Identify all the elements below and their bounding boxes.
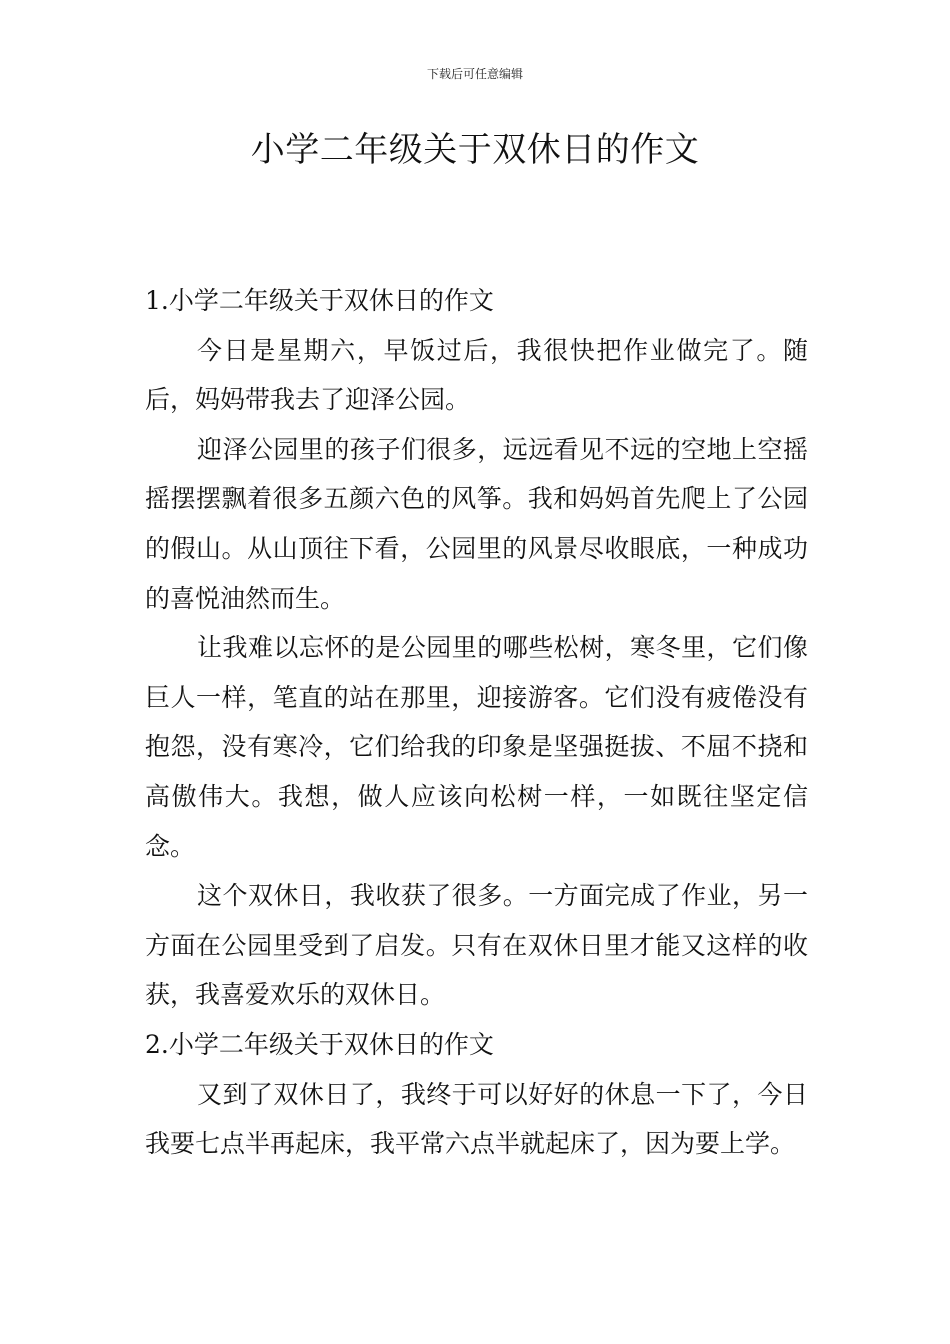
paragraph: 又到了双休日了，我终于可以好好的休息一下了，今日我要七点半再起床，我平常六点半就起床了，因为要上学。 [145,1079,808,1159]
paragraph: 迎泽公园里的孩子们很多，远远看见不远的空地上空摇摇摆摆飘着很多五颜六色的风筝。我和妈妈首先爬上了公园的假山。从山顶往下看，公园里的风景尽收眼底，一种成功的喜悦油然而生。 [145,434,808,613]
document-body [145,276,808,1169]
document-title: 小学二年级关于双休日的作文 [250,130,700,170]
section-heading: 1.小学二年级关于双休日的作文 [145,286,494,315]
section-1 [145,276,808,1020]
paragraph: 今日是星期六，早饭过后，我很快把作业做完了。随后，妈妈带我去了迎泽公园。 [145,335,808,415]
section-heading: 2.小学二年级关于双休日的作文 [145,1029,494,1059]
section-2 [145,1020,808,1169]
paragraph: 这个双休日，我收获了很多。一方面完成了作业，另一方面在公园里受到了启发。只有在双休日里才能又这样的收获，我喜爱欢乐的双休日。 [145,881,808,1010]
header-note: 下载后可任意编辑 [426,67,523,81]
paragraph: 让我难以忘怀的是公园里的哪些松树，寒冬里，它们像巨人一样，笔直的站在那里，迎接游客。它们没有疲倦没有抱怨，没有寒冷，它们给我的印象是坚强挺拔、不屈不挠和高傲伟大。我想，做人应该向松树一样，一如既往坚定信念。 [145,633,808,861]
